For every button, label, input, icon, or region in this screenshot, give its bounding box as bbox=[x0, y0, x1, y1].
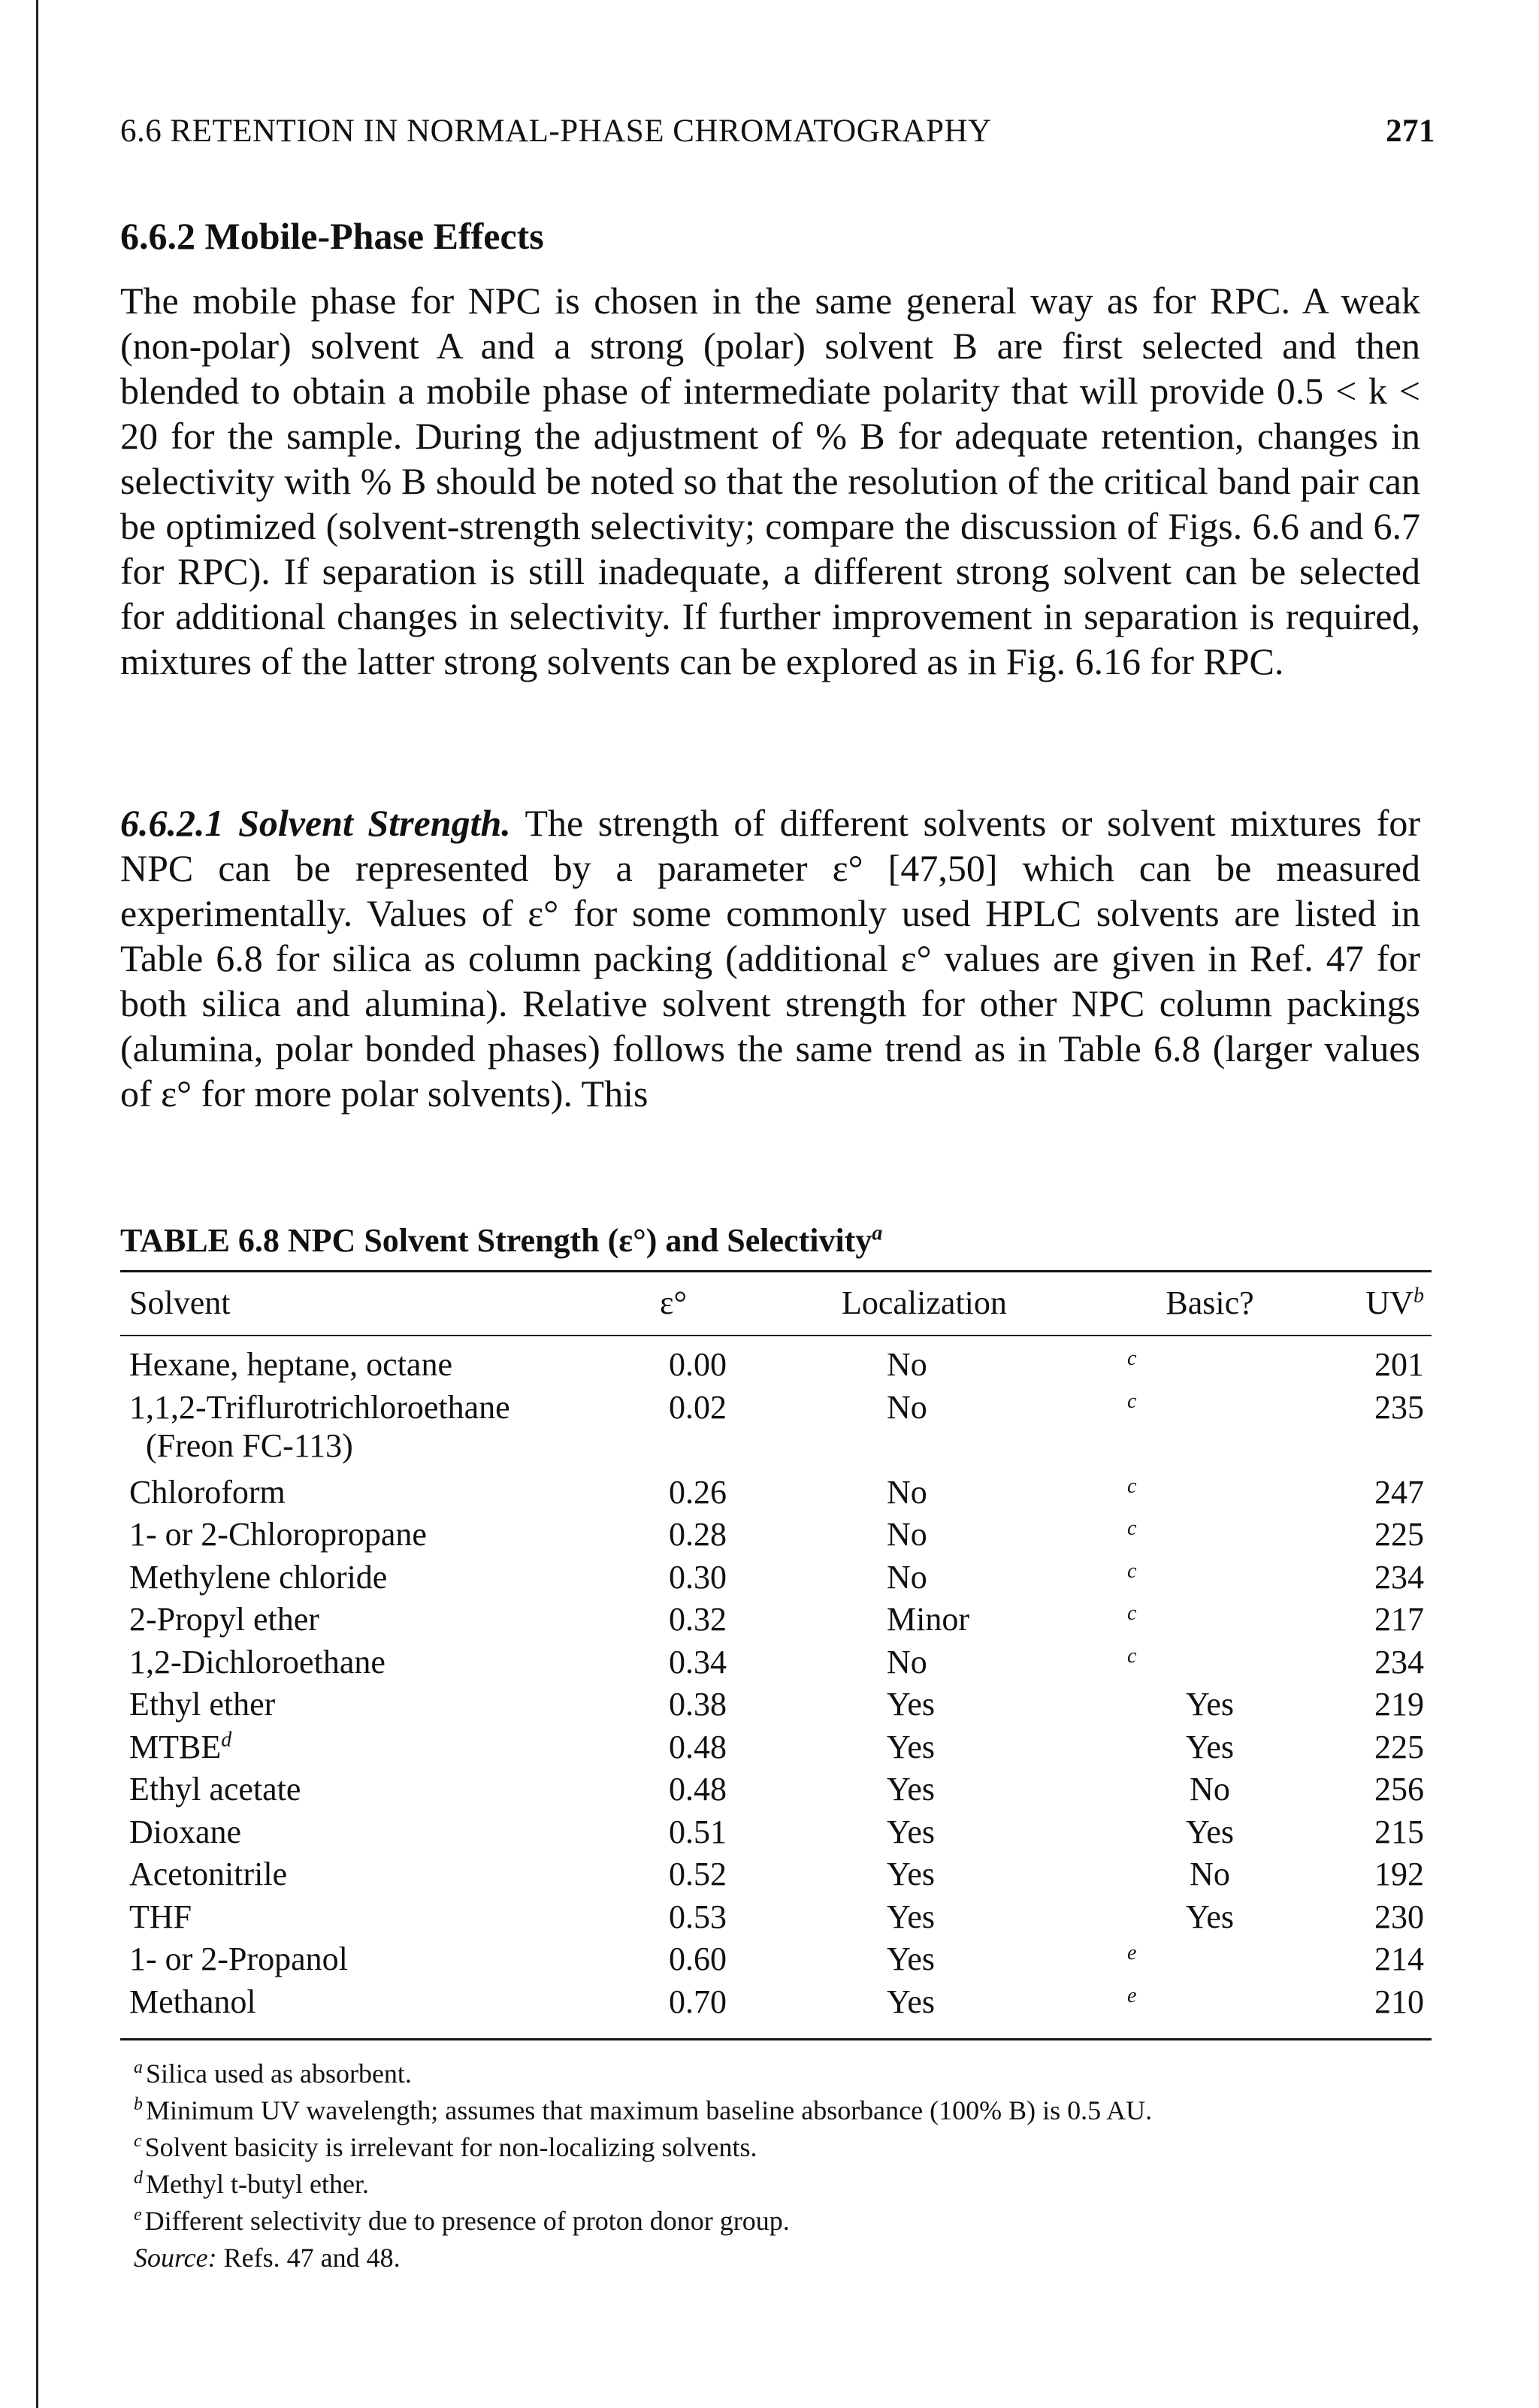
cell-basic: c bbox=[1127, 1389, 1137, 1413]
header-solvent: Solvent bbox=[129, 1284, 231, 1321]
header-epsilon: ε° bbox=[660, 1284, 688, 1321]
table-row bbox=[120, 1473, 1432, 1516]
footnote bbox=[134, 2203, 1434, 2240]
table-header-rule bbox=[120, 1335, 1432, 1336]
cell-localization: Yes bbox=[887, 1856, 936, 1892]
footnote-mark: e bbox=[134, 2205, 142, 2225]
cell-solvent: 1- or 2-Chloropropane bbox=[129, 1516, 427, 1553]
table-row bbox=[120, 1813, 1432, 1856]
footnote-mark: d bbox=[134, 2168, 143, 2188]
source-text: Refs. 47 and 48. bbox=[223, 2243, 401, 2273]
cell-epsilon: 0.53 bbox=[669, 1898, 727, 1935]
source-label: Source: bbox=[134, 2243, 217, 2273]
cell-uv: 201 bbox=[1374, 1346, 1424, 1383]
cell-localization: Yes bbox=[887, 1983, 936, 2020]
cell-localization: No bbox=[887, 1516, 927, 1553]
table-row bbox=[120, 1643, 1432, 1686]
header-uv-footnote-mark: b bbox=[1414, 1284, 1424, 1308]
footnote-mark: b bbox=[134, 2095, 143, 2114]
table-top-rule bbox=[120, 1270, 1432, 1272]
running-title: 6.6 RETENTION IN NORMAL-PHASE CHROMATOGRAPHY bbox=[120, 113, 992, 149]
table-row bbox=[120, 1558, 1432, 1601]
cell-uv: 215 bbox=[1374, 1813, 1424, 1850]
cell-epsilon: 0.00 bbox=[669, 1346, 727, 1383]
cell-solvent: Hexane, heptane, octane bbox=[129, 1346, 452, 1383]
table-row bbox=[120, 1940, 1432, 1983]
cell-solvent: 2-Propyl ether bbox=[129, 1601, 319, 1638]
cell-basic: c bbox=[1127, 1644, 1137, 1668]
source-note bbox=[134, 2240, 1434, 2276]
cell-basic: Yes bbox=[1185, 1813, 1235, 1850]
table-row bbox=[120, 1855, 1432, 1898]
cell-solvent: Chloroform bbox=[129, 1473, 286, 1511]
cell-localization: Yes bbox=[887, 1898, 936, 1935]
cell-basic: No bbox=[1190, 1856, 1230, 1892]
cell-localization: No bbox=[887, 1388, 927, 1426]
footnote-text: Silica used as absorbent. bbox=[146, 2059, 412, 2089]
table-row bbox=[120, 1770, 1432, 1813]
cell-solvent-text: MTBE bbox=[129, 1728, 222, 1765]
cell-basic: c bbox=[1127, 1517, 1137, 1540]
cell-uv: 256 bbox=[1374, 1771, 1424, 1808]
table-row bbox=[120, 1983, 1432, 2025]
footnote-mark: a bbox=[134, 2058, 143, 2077]
cell-basic: Yes bbox=[1185, 1686, 1235, 1723]
cell-solvent: Methanol bbox=[129, 1983, 256, 2020]
table-row bbox=[120, 1600, 1432, 1643]
cell-basic: No bbox=[1190, 1771, 1230, 1808]
footnote bbox=[134, 2166, 1434, 2203]
cell-solvent: Dioxane bbox=[129, 1813, 242, 1850]
cell-epsilon: 0.34 bbox=[669, 1643, 727, 1680]
cell-solvent: 1- or 2-Propanol bbox=[129, 1941, 348, 1977]
table-row bbox=[120, 1728, 1432, 1771]
cell-basic: c bbox=[1127, 1602, 1137, 1625]
cell-epsilon: 0.48 bbox=[669, 1728, 727, 1765]
cell-localization: Minor bbox=[887, 1601, 969, 1638]
cell-uv: 247 bbox=[1374, 1473, 1424, 1511]
cell-epsilon: 0.60 bbox=[669, 1941, 727, 1977]
cell-epsilon: 0.32 bbox=[669, 1601, 727, 1638]
cell-solvent: Ethyl acetate bbox=[129, 1771, 301, 1808]
footnote-text: Solvent basicity is irrelevant for non-localizing solvents. bbox=[144, 2132, 757, 2162]
header-uv-text: UV bbox=[1365, 1284, 1414, 1321]
cell-localization: No bbox=[887, 1346, 927, 1383]
cell-localization: Yes bbox=[887, 1941, 936, 1977]
cell-localization: No bbox=[887, 1643, 927, 1680]
cell-uv: 225 bbox=[1374, 1728, 1424, 1765]
paragraph-solvent-strength bbox=[120, 800, 1420, 1116]
cell-uv: 214 bbox=[1374, 1941, 1424, 1977]
cell-localization: No bbox=[887, 1473, 927, 1511]
cell-localization: No bbox=[887, 1558, 927, 1596]
table-body bbox=[120, 1345, 1432, 2025]
cell-solvent: THF bbox=[129, 1898, 192, 1935]
cell-epsilon: 0.26 bbox=[669, 1473, 727, 1511]
cell-localization: Yes bbox=[887, 1686, 936, 1723]
cell-uv: 219 bbox=[1374, 1686, 1424, 1723]
cell-solvent-line2: (Freon FC-113) bbox=[146, 1426, 353, 1464]
header-basic: Basic? bbox=[1166, 1284, 1254, 1321]
table-row bbox=[120, 1388, 1432, 1473]
footnote-mark: c bbox=[134, 2131, 142, 2151]
table-row bbox=[120, 1685, 1432, 1728]
subsection-heading: 6.6.2.1 Solvent Strength. bbox=[120, 802, 511, 844]
footnote bbox=[134, 2129, 1434, 2166]
footnote-text: Different selectivity due to presence of proton donor group. bbox=[144, 2206, 790, 2236]
cell-epsilon: 0.51 bbox=[669, 1813, 727, 1850]
table-footnotes bbox=[134, 2056, 1434, 2276]
cell-solvent bbox=[129, 1388, 510, 1465]
section-heading: 6.6.2 Mobile-Phase Effects bbox=[120, 215, 544, 257]
cell-epsilon: 0.52 bbox=[669, 1856, 727, 1892]
cell-solvent: Methylene chloride bbox=[129, 1558, 388, 1596]
cell-solvent: Ethyl ether bbox=[129, 1686, 276, 1723]
table-row bbox=[120, 1898, 1432, 1941]
cell-uv: 210 bbox=[1374, 1983, 1424, 2020]
cell-basic: Yes bbox=[1185, 1728, 1235, 1765]
cell-uv: 225 bbox=[1374, 1516, 1424, 1553]
cell-uv: 234 bbox=[1374, 1558, 1424, 1596]
cell-basic: c bbox=[1127, 1474, 1137, 1498]
table-row bbox=[120, 1345, 1432, 1388]
cell-epsilon: 0.48 bbox=[669, 1771, 727, 1808]
cell-localization: Yes bbox=[887, 1728, 936, 1765]
running-header bbox=[120, 113, 1435, 158]
cell-basic: e bbox=[1127, 1983, 1137, 2007]
paragraph-solvent-strength-text: The strength of different solvents or solvent mixtures for NPC can be represented by a parameter ε° [47,50] which can be measured experimentally. Values of ε° for some commonly used HPLC solvents are listed in Table 6.8 for silica as column packing (additional ε° values are given in Ref. 47 for both silica and alumina). Relative solvent strength for other NPC column packings (alumina, polar bonded phases) follows the same trend as in Table 6.8 (larger values of ε° for more polar solvents). This bbox=[120, 802, 1420, 1115]
cell-basic: Yes bbox=[1185, 1898, 1235, 1935]
table-header-row bbox=[120, 1284, 1432, 1329]
cell-solvent-line1: 1,1,2-Triflurotrichloroethane bbox=[129, 1388, 510, 1426]
footnote bbox=[134, 2092, 1434, 2129]
footnote-text: Methyl t-butyl ether. bbox=[146, 2169, 369, 2199]
cell-solvent-footnote-mark: d bbox=[221, 1727, 232, 1751]
cell-epsilon: 0.30 bbox=[669, 1558, 727, 1596]
table-title-footnote-mark: a bbox=[872, 1221, 883, 1245]
cell-solvent bbox=[129, 1728, 231, 1766]
cell-localization: Yes bbox=[887, 1771, 936, 1808]
table-title bbox=[120, 1221, 882, 1260]
cell-basic: e bbox=[1127, 1941, 1137, 1965]
paragraph-mobile-phase: The mobile phase for NPC is chosen in the same general way as for RPC. A weak (non-polar) solvent A and a strong (polar) solvent B are first selected and then blended to obtain a mobile phase of intermediate polarity that will provide 0.5 < k < 20 for the sample. During the adjustment of % B for adequate retention, changes in selectivity with % B should be noted so that the resolution of the critical band pair can be optimized (solvent-strength selectivity; compare the discussion of Figs. 6.6 and 6.7 for RPC). If separation is still inadequate, a different strong solvent can be selected for additional changes in selectivity. If further improvement in separation is required, mixtures of the latter strong solvents can be explored as in Fig. 6.16 for RPC. bbox=[120, 280, 1420, 682]
header-uv bbox=[1365, 1284, 1424, 1322]
footnote bbox=[134, 2056, 1434, 2092]
cell-basic: c bbox=[1127, 1559, 1137, 1583]
cell-epsilon: 0.38 bbox=[669, 1686, 727, 1723]
page-number: 271 bbox=[1386, 113, 1435, 149]
table-title-text: TABLE 6.8 NPC Solvent Strength (ε°) and Selectivity bbox=[120, 1222, 872, 1259]
cell-basic: c bbox=[1127, 1347, 1137, 1370]
page-binding-edge bbox=[36, 0, 38, 2408]
cell-solvent: Acetonitrile bbox=[129, 1856, 288, 1892]
footnote-text: Minimum UV wavelength; assumes that maximum baseline absorbance (100% B) is 0.5 AU. bbox=[146, 2095, 1153, 2125]
cell-uv: 192 bbox=[1374, 1856, 1424, 1892]
header-localization: Localization bbox=[842, 1284, 1007, 1321]
cell-uv: 234 bbox=[1374, 1643, 1424, 1680]
table-bottom-rule bbox=[120, 2038, 1432, 2040]
cell-epsilon: 0.28 bbox=[669, 1516, 727, 1553]
cell-epsilon: 0.02 bbox=[669, 1388, 727, 1426]
cell-uv: 217 bbox=[1374, 1601, 1424, 1638]
cell-localization: Yes bbox=[887, 1813, 936, 1850]
cell-uv: 235 bbox=[1374, 1388, 1424, 1426]
cell-solvent: 1,2-Dichloroethane bbox=[129, 1643, 386, 1680]
table-row bbox=[120, 1515, 1432, 1558]
cell-uv: 230 bbox=[1374, 1898, 1424, 1935]
cell-epsilon: 0.70 bbox=[669, 1983, 727, 2020]
